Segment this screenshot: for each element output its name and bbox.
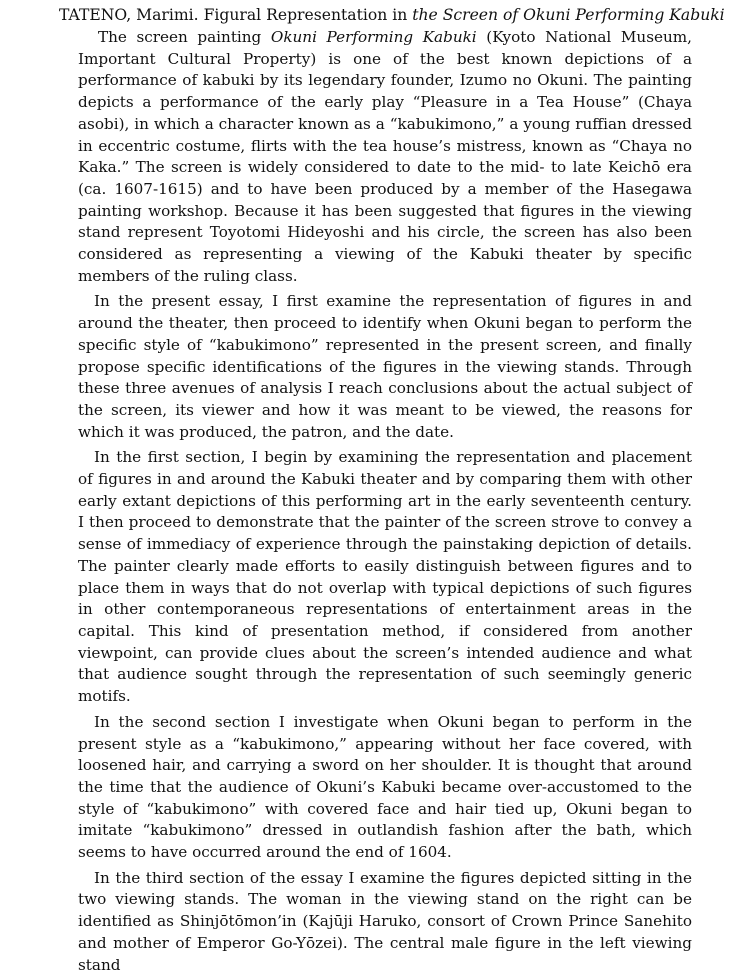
paragraph-text: In the present essay, I first examine the representation of figures in and around the theater, then proceed to identify when Okuni began to perform the specific style of “kabukimono” represented in the present screen, and finally propose specific identifications of the figures in the viewing stands. Through these three avenues of analysis I reach conclusions about the actual subject of the screen, its viewer and how it was meant to be viewed, the reasons for which it was produced, the patron, and the date. xyxy=(78,292,692,441)
abstract-body xyxy=(78,27,692,980)
article-heading xyxy=(59,4,725,26)
paragraph-text: In the third section of the essay I examine the figures depicted sitting in the two viewing stands. The woman in the viewing stand on the right can be identified as Shinjōtōmon’in (Kajūji Haruko, consort of Crown Prince Sanehito and mother of Emperor Go-Yōzei). The central male figure in the left viewing stand xyxy=(78,868,692,974)
paragraph-text: The screen painting xyxy=(98,28,271,46)
paragraph-text: (Kyoto National Museum, Important Cultural Property) is one of the best known depictions of a performance of kabuki by its legendary founder, Izumo no Okuni. The painting depicts a performance of the early play “Pleasure in a Tea House” (Chaya asobi), in which a character known as a “kabukimono,” a young ruffian dressed in eccentric costume, flirts with the tea house’s mistress, known as “Chaya no Kaka.” The screen is widely considered to date to the mid- to late Keichō era (ca. 1607-1615) and to have been produced by a member of the Hasegawa painting workshop. Because it has been suggested that figures in the viewing stand represent Toyotomi Hideyoshi and his circle, the screen has also been considered as representing a viewing of the Kabuki theater by specific members of the ruling class. xyxy=(78,28,692,285)
italic-title-text: Okuni Performing Kabuki xyxy=(270,28,477,46)
paragraph-text: In the second section I investigate when Okuni began to perform in the present style as a “kabukimono,” appearing without her face covered, with loosened hair, and carrying a sword on her shoulder. It is thought that around the time that the audience of Okuni’s Kabuki became over-accustomed to the style of “kabukimono” with covered face and hair tied up, Okuni began to imitate “kabukimono” dressed in outlandish fashion after the bath, which seems to have occurred around the end of 1604. xyxy=(78,712,692,862)
title-italic: the Screen of Okuni Performing Kabuki xyxy=(412,6,725,24)
paragraph-4 xyxy=(78,712,692,864)
author-name: TATENO, Marimi. xyxy=(59,6,199,24)
paragraph-3 xyxy=(78,447,692,707)
paragraph-2 xyxy=(78,291,692,443)
title-prefix: Figural Representation in xyxy=(203,6,408,24)
paragraph-1 xyxy=(78,27,692,287)
paragraph-5 xyxy=(78,868,692,977)
paragraph-text: In the first section, I begin by examining the representation and placement of figures in and around the Kabuki theater and by comparing them with other early extant depictions of this performing art in the early seventeenth century. I then proceed to demonstrate that the painter of the screen strove to convey a sense of immediacy of experience through the painstaking depiction of details. The painter clearly made efforts to easily distinguish between figures and to place them in ways that do not overlap with typical depictions of such figures in other contemporaneous representations of entertainment areas in the capital. This kind of presentation method, if considered from another viewpoint, can provide clues about the screen’s intended audience and what that audience sought through the representation of such seemingly generic motifs. xyxy=(78,448,692,706)
